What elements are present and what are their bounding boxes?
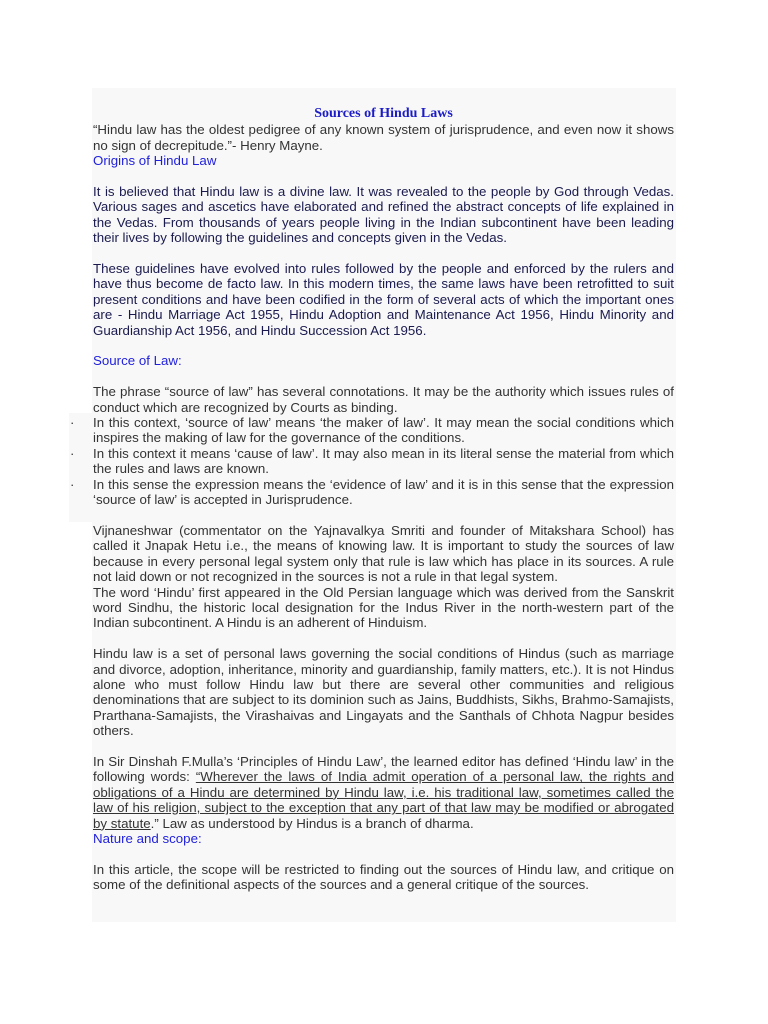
- opening-quote: “Hindu law has the oldest pedigree of any known system of jurisprudence, and even now it shows no sign of decrepitude.”- Henry Mayne.: [93, 122, 674, 153]
- bullet-dot: ·: [70, 415, 75, 431]
- mulla-prefix: In Sir Dinshah F.Mulla’s ‘Principles of Hindu Law’, the learned editor has defined ‘Hindu law’ in the following words:: [93, 753, 674, 785]
- list-item: [70, 445, 674, 477]
- paragraph-vijnaneshwar: Vijnaneshwar (commentator on the Yajnavalkya Smriti and founder of Mitakshara School) has called it Jnapak Hetu i.e., the means of knowing law. It is important to study the sources of law because in every personal legal system only that rule is law which has place in its sources. A rule not laid down or not recognized in the sources is not a rule in that legal system.: [93, 522, 674, 585]
- paragraph-scope: In this article, the scope will be restricted to finding out the sources of Hindu law, and critique on some of the definitional aspects of the sources and a general critique of the sources.: [93, 861, 674, 893]
- list-item: [70, 476, 674, 508]
- bullet-dot: ·: [70, 445, 75, 461]
- paragraph-word-hindu: The word ‘Hindu’ first appeared in the Old Persian language which was derived from the Sanskrit word Sindhu, the historic local designation for the Indus River in the north-western part of the Indian subcontinent. A Hindu is an adherent of Hinduism.: [93, 584, 674, 631]
- paragraph-mulla: [93, 754, 674, 831]
- mulla-underlined-quote: “Wherever the laws of India admit operation of a personal law, the rights and obligations of a Hindu are determined by Hindu law, i.e. his traditional law, sometimes called the law of his religion, subject to the exception that any part of that law may be modified or abrogated by statute: [93, 769, 674, 831]
- mulla-suffix: .” Law as understood by Hindus is a branch of dharma.: [150, 815, 474, 831]
- heading-origins: Origins of Hindu Law: [93, 153, 217, 169]
- list-item-text: In this context it means ‘cause of law’. It may also mean in its literal sense the material from which the rules and laws are known.: [93, 445, 674, 477]
- heading-source-of-law: Source of Law:: [93, 353, 182, 369]
- paragraph-phrase: The phrase “source of law” has several connotations. It may be the authority which issues rules of conduct which are recognized by Courts as binding.: [93, 384, 674, 415]
- heading-nature-scope: Nature and scope:: [93, 830, 202, 846]
- paragraph-personal-laws: Hindu law is a set of personal laws governing the social conditions of Hindus (such as marriage and divorce, adoption, inheritance, minority and guardianship, family matters, etc.). It is not Hindus alone who must follow Hindu law but there are several other communities and religious denominations that are subject to its dominion such as Jains, Buddhists, Sikhs, Brahmo-Samajists, Prarthana-Samajists, the Virashaivas and Lingayats and the Santhals of Chhota Nagpur besides others.: [93, 646, 674, 739]
- paragraph-divine-law: It is believed that Hindu law is a divine law. It was revealed to the people by God through Vedas. Various sages and ascetics have elaborated and refined the abstract concepts of life explained in the Vedas. From thousands of years people living in the Indian subcontinent have been leading their lives by following the guidelines and concepts given in the Vedas.: [93, 184, 674, 246]
- bullet-dot: ·: [70, 476, 75, 492]
- document-title: Sources of Hindu Laws: [314, 106, 453, 121]
- paragraph-guidelines: These guidelines have evolved into rules followed by the people and enforced by the rulers and have thus become de facto law. In this modern times, the same laws have been retrofitted to suit present conditions and have been codified in the form of several acts of which the important ones are - Hindu Marriage Act 1955, Hindu Adoption and Maintenance Act 1956, Hindu Minority and Guardianship Act 1956, and Hindu Succession Act 1956.: [93, 261, 674, 338]
- list-item-text: In this sense the expression means the ‘evidence of law’ and it is in this sense that the expression ‘source of law’ is accepted in Jurisprudence.: [93, 476, 674, 508]
- list-item: [70, 415, 674, 446]
- document-body: [70, 106, 674, 893]
- list-item-text: In this context, ‘source of law’ means ‘the maker of law’. It may mean the social conditions which inspires the making of law for the governance of the conditions.: [93, 415, 674, 446]
